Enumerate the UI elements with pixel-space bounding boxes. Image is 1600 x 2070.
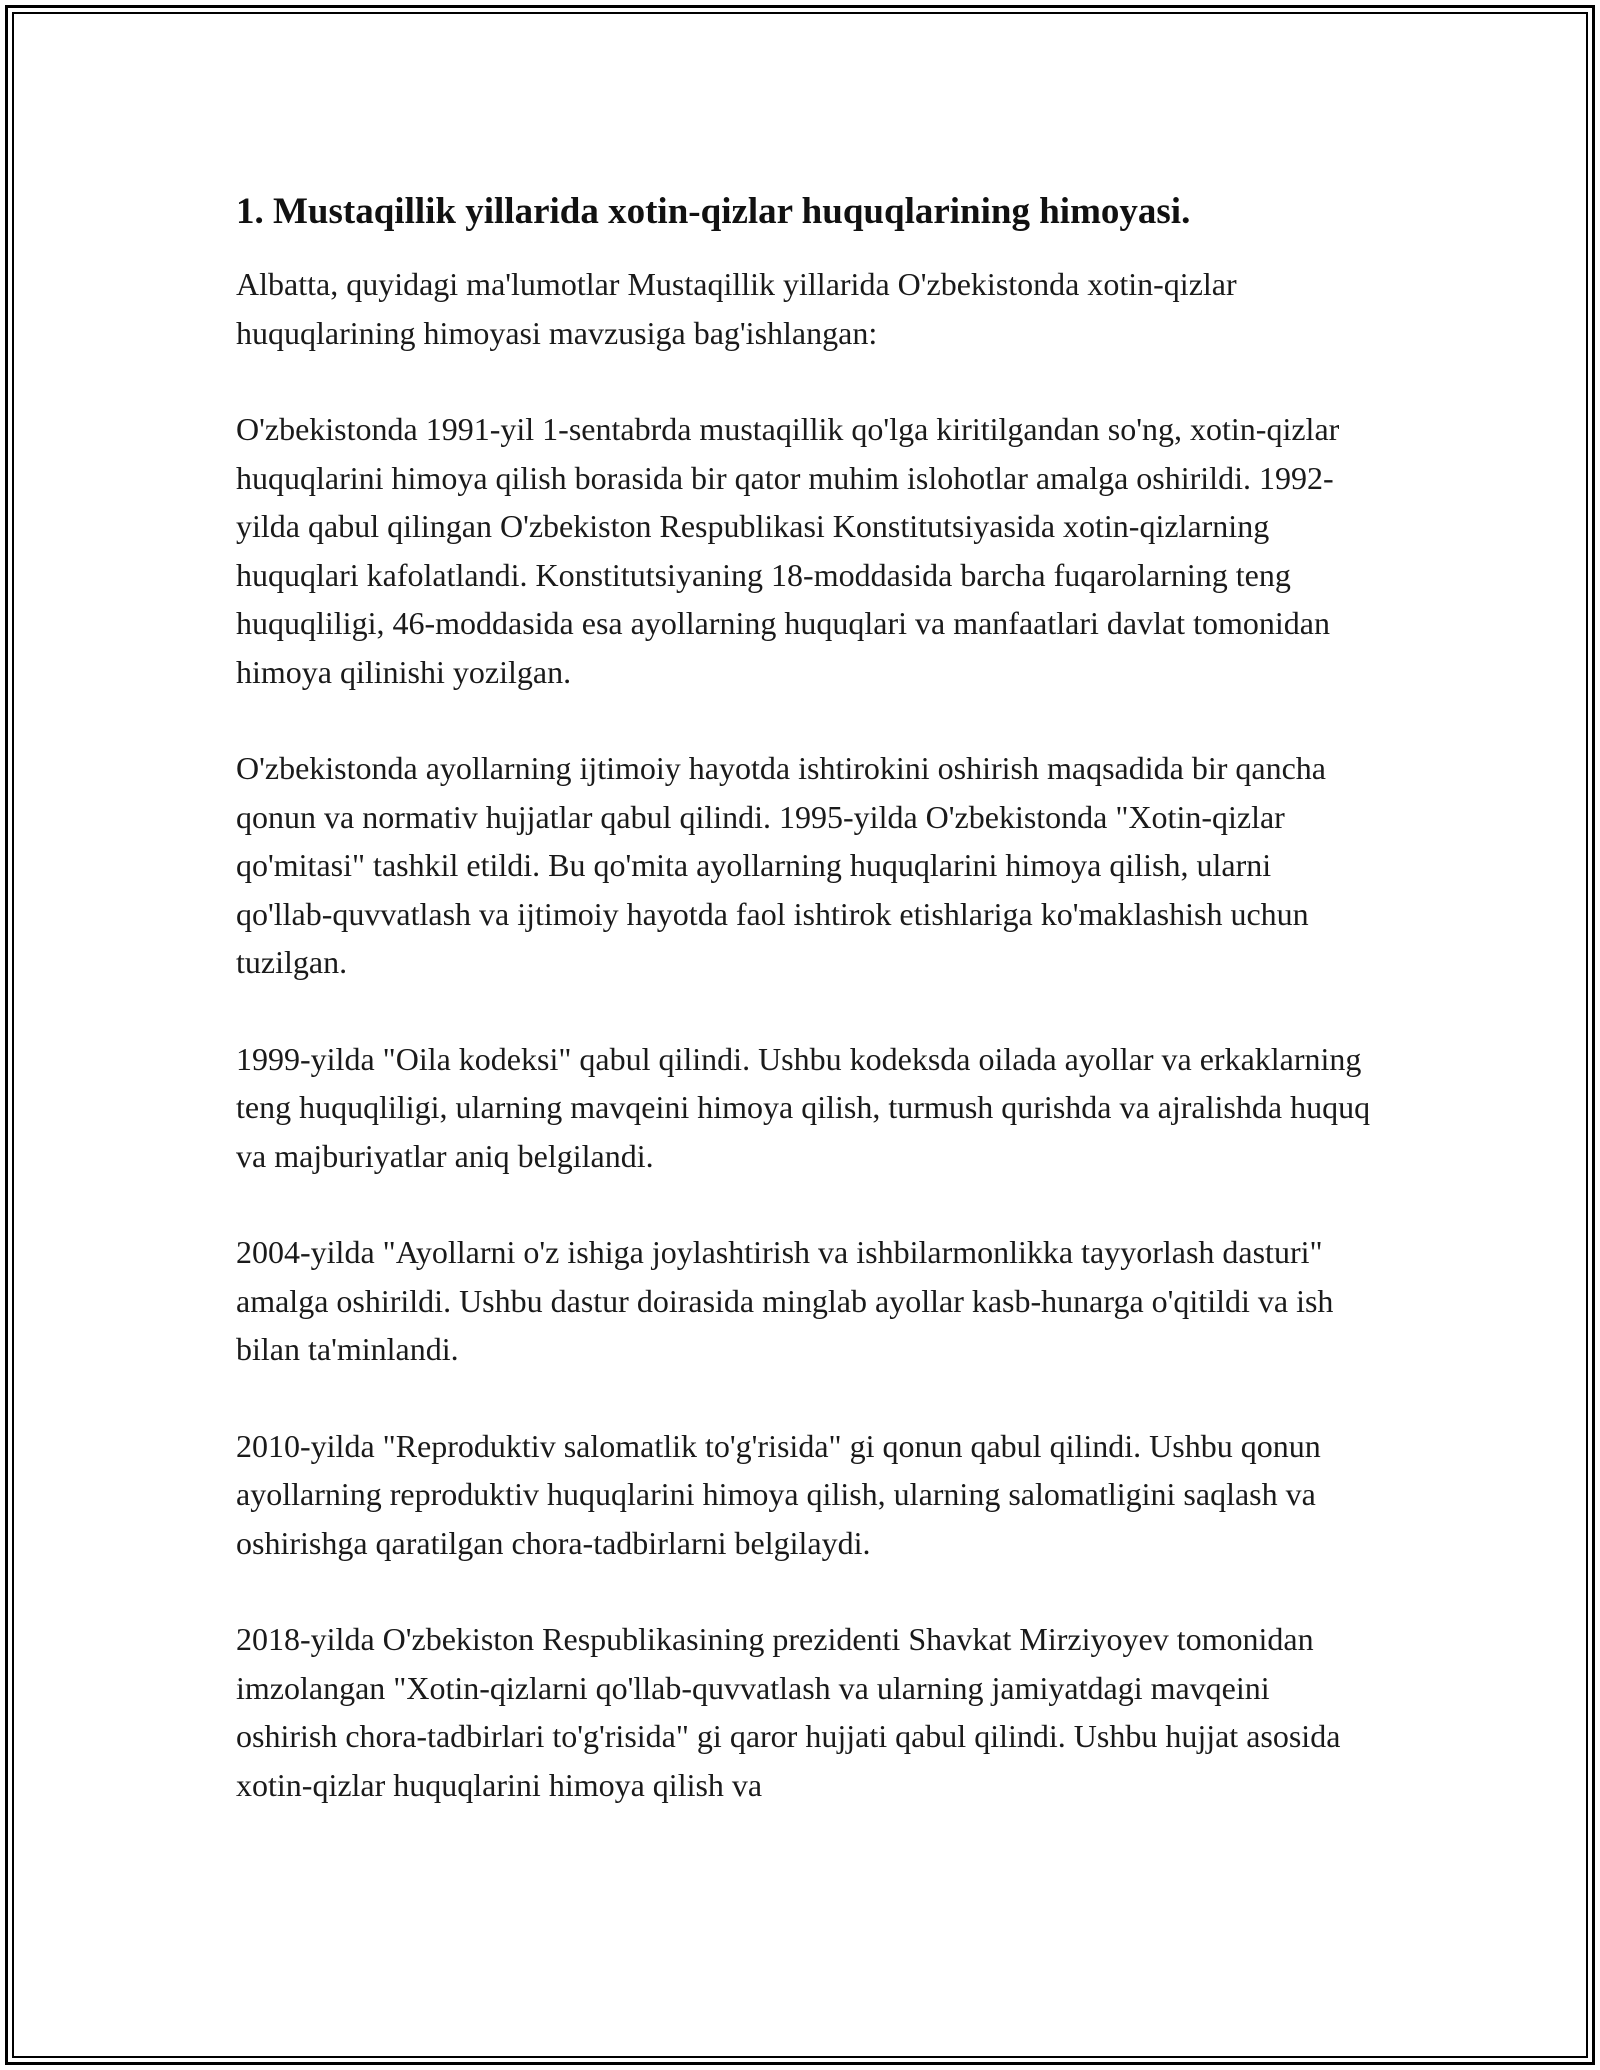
document-page: [236, 190, 1371, 1857]
document-title: 1. Mustaqillik yillarida xotin-qizlar huquqlarining himoyasi.: [236, 191, 1191, 232]
paragraph-family-code: 1999-yilda "Oila kodeksi" qabul qilindi. Ushbu kodeksda oilada ayollar va erkaklarning teng huquqliligi, ularning mavqeini himoya qilish, turmush qurishda va ajralishda huquq va majburiyatlar aniq belgilandi.: [236, 1040, 1371, 1174]
paragraph-womens-committee: O'zbekistonda ayollarning ijtimoiy hayotda ishtirokini oshirish maqsadida bir qancha qonun va normativ hujjatlar qabul qilindi. 1995-yilda O'zbekistonda "Xotin-qizlar qo'mitasi" tashkil etildi. Bu qo'mita ayollarning huquqlarini himoya qilish, ularni qo'llab-quvvatlash va ijtimoiy hayotda faol ishtirok etishlariga ko'maklashish uchun tuzilgan.: [236, 750, 1326, 980]
paragraph-employment-program: 2004-yilda "Ayollarni o'z ishiga joylashtirish va ishbilarmonlikka tayyorlash dasturi" amalga oshirildi. Ushbu dastur doirasida minglab ayollar kasb-hunarga o'qitildi va ish bilan ta'minlandi.: [236, 1234, 1334, 1367]
paragraph-independence: O'zbekistonda 1991-yil 1-sentabrda mustaqillik qo'lga kiritilgandan so'ng, xotin-qizlar huquqlarini himoya qilish borasida bir qator muhim islohotlar amalga oshirildi. 1992-yilda qabul qilingan O'zbekiston Respublikasi Konstitutsiyasida xotin-qizlarning huquqlari kafolatlandi. Konstitutsiyaning 18-moddasida barcha fuqarolarning teng huquqliligi, 46-moddasida esa ayollarning huquqlari va manfaatlari davlat tomonidan himoya qilinishi yozilgan.: [236, 411, 1340, 690]
paragraph-intro: Albatta, quyidagi ma'lumotlar Mustaqillik yillarida O'zbekistonda xotin-qizlar huquqlarining himoyasi mavzusiga bag'ishlangan:: [236, 266, 1237, 351]
paragraph-reproductive-health: 2010-yilda "Reproduktiv salomatlik to'g'risida" gi qonun qabul qilindi. Ushbu qonun ayollarning reproduktiv huquqlarini himoya qilish, ularning salomatligini saqlash va oshirishga qaratilgan chora-tadbirlarni belgilaydi.: [236, 1427, 1321, 1561]
paragraph-2018-decree: 2018-yilda O'zbekiston Respublikasining prezidenti Shavkat Mirziyoyev tomonidan imzolangan "Xotin-qizlarni qo'llab-quvvatlash va ularning jamiyatdagi mavqeini oshirish chora-tadbirlari to'g'risida" gi qaror hujjati qabul qilindi. Ushbu hujjat asosida xotin-qizlar huquqlarini himoya qilish va: [236, 1621, 1341, 1803]
